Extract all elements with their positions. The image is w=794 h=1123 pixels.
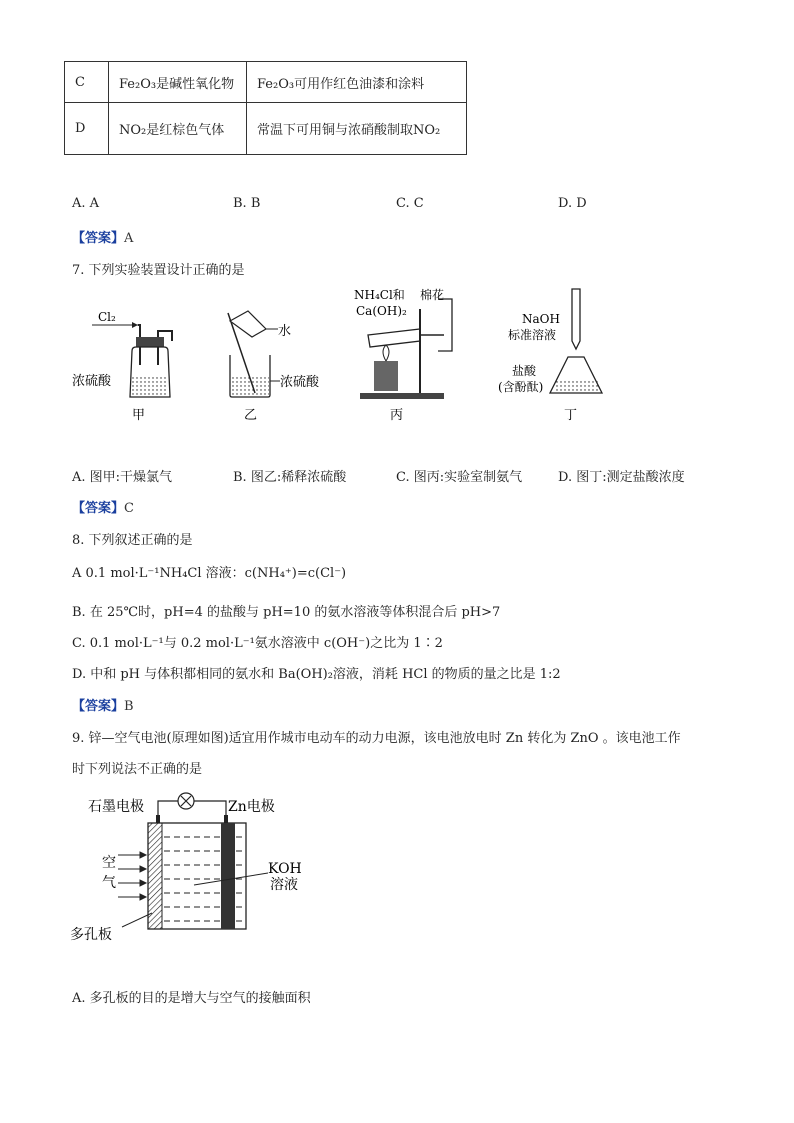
choice-b: B. B [233,196,261,211]
jia-caption: 甲 [132,408,146,423]
answer-value: B [124,699,134,714]
yi-caption: 乙 [244,408,258,423]
jia-gas-label: Cl₂ [98,310,116,324]
q7-option-c: C. 图丙:实验室制氨气 [396,470,523,485]
answer-value: C [124,501,134,516]
battery-figure [60,785,360,945]
answer-tag: 【答案】 [72,501,125,516]
ding-acid2: (含酚酞) [498,380,544,394]
bing-reagent2: Ca(OH)₂ [356,304,407,318]
apparatus-yi [228,311,320,423]
row-use: Fe₂O₃可用作红色油漆和涂料 [247,62,467,103]
answer-tag: 【答案】 [72,699,125,714]
table-row [65,62,467,103]
electrolyte-label-2: 溶液 [270,877,298,893]
jia-liquid-label: 浓硫酸 [72,374,112,389]
table-row [65,103,467,155]
graphite-label: 石墨电极 [88,799,144,815]
air-label-2: 气 [102,875,116,891]
q9-stem-line2: 时下列说法不正确的是 [72,762,203,777]
porous-plate-label: 多孔板 [70,927,112,943]
choice-a: A. A [72,196,100,211]
q7-option-b: B. 图乙:稀释浓硫酸 [233,470,347,485]
answer-tag: 【答案】 [72,231,125,246]
porous-plate-shape [148,823,162,929]
ding-caption: 丁 [564,408,578,423]
q7-option-d: D. 图丁:测定盐酸浓度 [558,470,685,485]
row-statement: NO₂是红棕色气体 [109,103,247,155]
q7-answer [72,497,134,516]
yi-liquid-label: 浓硫酸 [280,375,320,390]
row-statement: Fe₂O₃是碱性氧化物 [109,62,247,103]
options-table [64,61,467,155]
q8-option-c: C. 0.1 mol·L⁻¹与 0.2 mol·L⁻¹氨水溶液中 c(OH⁻)之比为 1∶2 [72,636,443,651]
ding-titrant2: 标准溶液 [508,328,557,342]
bing-caption: 丙 [390,408,404,423]
apparatus-bing [354,287,452,423]
q8-option-b: B. 在 25℃时，pH=4 的盐酸与 pH=10 的氨水溶液等体积混合后 pH>7 [72,605,501,620]
choice-d: D. D [558,196,587,211]
q8-answer [72,695,134,714]
air-label-1: 空 [102,855,116,871]
bing-burner-shape [374,361,398,391]
row-use: 常温下可用铜与浓硝酸制取NO₂ [247,103,467,155]
ding-titrant1: NaOH [522,312,560,326]
row-letter: C [65,62,109,103]
answer-value: A [124,231,134,246]
q8-option-a: A 0.1 mol·L⁻¹NH₄Cl 溶液：c(NH₄⁺)=c(Cl⁻) [72,566,347,581]
zinc-electrode-shape [221,823,235,929]
choice-c: C. C [396,196,424,211]
row-letter: D [65,103,109,155]
apparatus-figure [60,285,620,425]
electrolyte-label-1: KOH [268,861,302,877]
q6-answer [72,227,133,246]
q7-stem: 7. 下列实验装置设计正确的是 [72,263,245,278]
apparatus-jia [72,310,172,423]
jia-stopper-shape [136,337,164,347]
bing-reagent1: NH₄Cl和 [354,288,405,302]
q9-option-a: A. 多孔板的目的是增大与空气的接触面积 [72,991,311,1006]
yi-water-label: 水 [278,324,292,339]
bing-cotton: 棉花 [420,288,445,302]
apparatus-ding [498,289,602,423]
ding-acid1: 盐酸 [512,364,537,378]
q8-option-d: D. 中和 pH 与体积都相同的氨水和 Ba(OH)₂溶液，消耗 HCl 的物质的量之比是 1:2 [72,667,561,682]
zinc-label: Zn电极 [228,799,275,815]
q8-stem: 8. 下列叙述正确的是 [72,533,193,548]
q9-stem-line1: 9. 锌—空气电池(原理如图)适宜用作城市电动车的动力电源，该电池放电时 Zn 转化为 ZnO 。该电池工作 [72,731,681,746]
q7-option-a: A. 图甲:干燥氯气 [72,470,173,485]
